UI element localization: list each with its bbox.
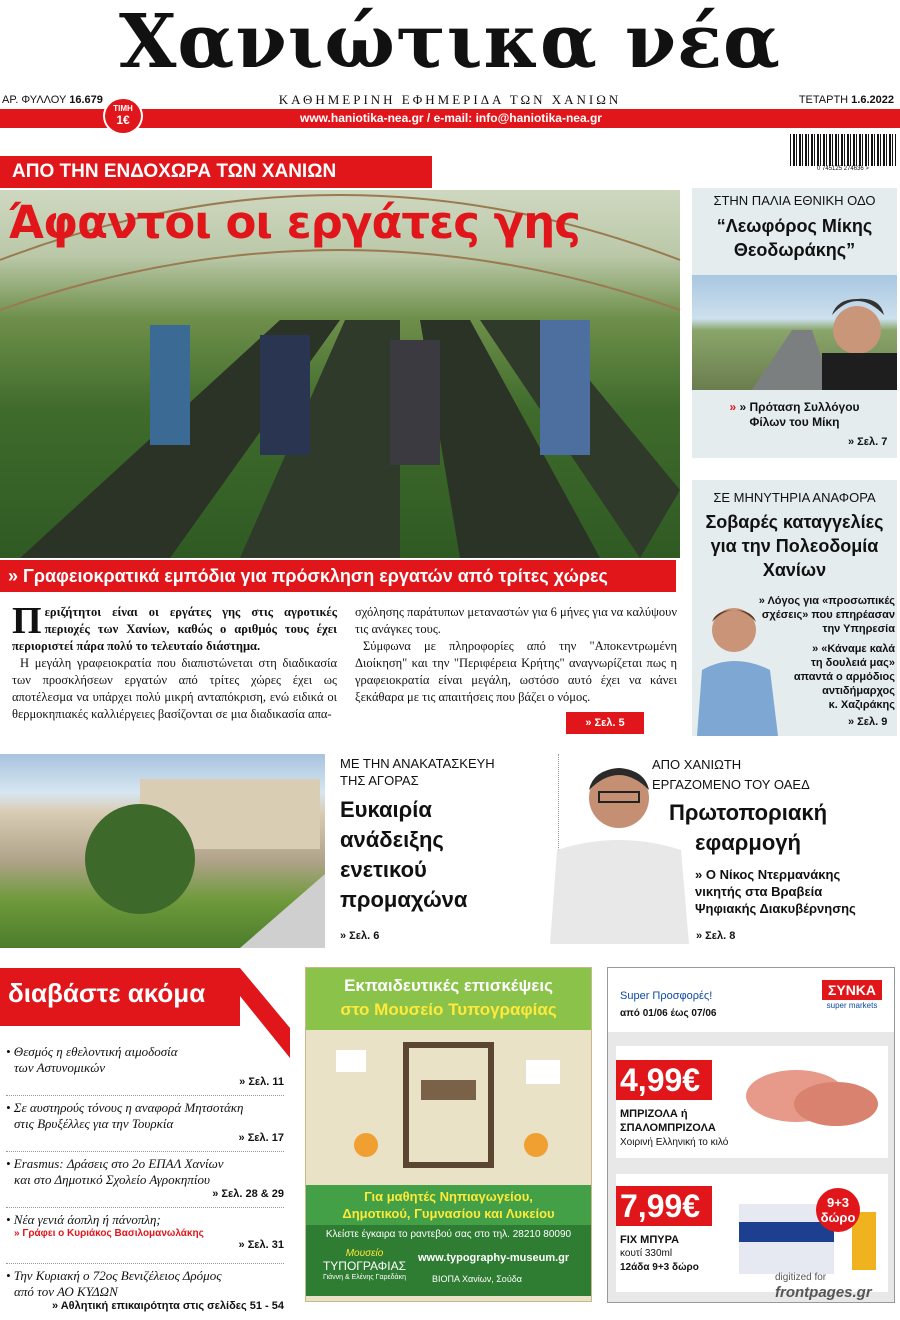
watermark-line-1: digitized for	[775, 1272, 827, 1283]
barcode	[790, 134, 896, 166]
read-more-list	[6, 1044, 284, 1320]
story2-kicker: ΜΕ ΤΗΝ ΑΝΑΚΑΤΑΣΚΕΥΗ ΤΗΣ ΑΓΟΡΑΣ	[340, 756, 495, 788]
printing-press-illustration	[306, 1030, 591, 1180]
lead-headline: Άφαντοι οι εργάτες γης	[8, 196, 580, 249]
story3-sub: » Ο Νίκος Ντερμανάκης νικητής στα Βραβεία Ψηφιακής Διακυβέρνησης	[695, 867, 856, 916]
beer-pack-image	[734, 1184, 884, 1284]
side2-headline: Σοβαρές καταγγελίες για την Πολεοδομία Χανίων	[705, 512, 884, 580]
lead-intro: εριζήτητοι είναι οι εργάτες γης στις αγροτικές περιοχές των Χανίων, καθώς ο αριθμός τους έχει περιοριστεί πάρα πολύ το τελευταίο διάστημα.	[12, 605, 337, 653]
side2-page-link[interactable]: » Σελ. 9	[848, 716, 888, 728]
offer-beer: 7,99€ FIX ΜΠΥΡΑ κουτί 330ml 12άδα 9+3 δώρο 9+3 δώρο	[616, 1174, 888, 1292]
lead-body-3: Σύμφωνα με πληροφορίες από την "Αποκεντρωμένη Διοίκηση" και την "Περιφέρεια Κρήτης" αναγνωρίζεται πως η γραφειοκρατία είναι μεγάλη, ωστόσο αυτό έχει να κάνει ξεκάθαρα με τις απαιτήσεις που βάζει ο νόμος.	[355, 639, 677, 704]
lead-column-1	[12, 600, 337, 723]
lead-kicker: ΑΠΟ ΤΗΝ ΕΝΔΟΧΩΡΑ ΤΩΝ ΧΑΝΙΩΝ	[0, 156, 432, 188]
museum-ad-header: Εκπαιδευτικές επισκέψεις στο Μουσείο Τυπογραφίας	[306, 968, 591, 1030]
story3-kicker: ΑΠΟ ΧΑΝΙΩΤΗ ΕΡΓΑΖΟΜΕΝΟ ΤΟΥ ΟΑΕΔ	[652, 757, 810, 792]
story3-headline: Πρωτοποριακή εφαρμογή	[668, 800, 828, 855]
masthead-subtitle: ΚΑΘΗΜΕΡΙΝΗ ΕΦΗΜΕΡΙΔΑ ΤΩΝ ΧΑΝΙΩΝ	[278, 92, 622, 107]
lead-deck: » Γραφειοκρατικά εμπόδια για πρόσκληση εργατών από τρίτες χώρες	[0, 560, 676, 592]
contact-line: www.haniotika-nea.gr / e-mail: info@haniotika-nea.gr	[300, 111, 602, 125]
offer-pork: 4,99€ ΜΠΡΙΖΟΛΑ ή ΣΠΑΛΟΜΠΡΙΖΟΛΑ Χοιρινή Ελληνική το κιλό	[616, 1046, 888, 1158]
venetian-bastion-photo	[0, 754, 325, 948]
list-item[interactable]: • Νέα γενιά άοπλη ή πάνοπλη; » Γράφει ο Κυριάκος Βασιλομανωλάκης » Σελ. 31	[6, 1212, 284, 1264]
list-item[interactable]: • Erasmus: Δράσεις στο 2ο ΕΠΑΛ Χανίων και στο Δημοτικό Σχολείο Αγροκηπίου » Σελ. 28 & 29	[6, 1156, 284, 1208]
lead-body-1: Η μεγάλη γραφειοκρατία που διαπιστώνεται στη διαδικασία των προσκλήσεων εργατών από τρίτες χώρες έχει ως αποτέλεσμα να υπάρχει πολύ μικρή ανταπόκριση, ενώ ειδικά οι θερμοκηπιακές καλλιέργειες βασίζονται σε μια διαδικασία απα-	[12, 656, 337, 721]
list-item[interactable]: • Θεσμός η εθελοντική αιμοδοσία των Αστυνομικών » Σελ. 11	[6, 1044, 284, 1096]
masthead-title: Χανιώτικα νέα	[118, 0, 782, 85]
issue-info: ΑΡ. ΦΥΛΛΟΥ 16.679	[2, 94, 103, 106]
side1-headline: “Λεωφόρος Μίκης Θεοδωράκης”	[716, 216, 873, 260]
side1-page-link[interactable]: » Σελ. 7	[848, 436, 888, 448]
price-badge: ΤΙΜΗ 1€	[103, 97, 143, 135]
synka-header: Super Προσφορές! από 01/06 έως 07/06 ΣΥΝΚΑ super markets	[608, 968, 894, 1032]
museum-ad-footer: Μουσείο ΤΥΠΟΓΡΑΦΙΑΣ Γιάννη & Ελένης Γαρεδάκη www.typography-museum.gr ΒΙΟΠΑ Χανίων, Σούδα	[306, 1244, 591, 1296]
museum-ad-audience: Για μαθητές Νηπιαγωγείου, Δημοτικού, Γυμνασίου και Λυκείου	[306, 1185, 591, 1225]
museum-ad-phone: Κλείστε έγκαιρα το ραντεβού σας στο τηλ. 28210 80090	[306, 1225, 591, 1244]
read-more-title: διαβάστε ακόμα	[8, 978, 206, 1008]
synka-ad[interactable]	[607, 967, 895, 1303]
side2-sub: » Λόγος για «προσωπικές σχέσεις» που επηρέασαν την Υπηρεσία » «Κάναμε καλά τη δουλειά μας» απαντά ο αρμόδιος αντιδήμαρχος κ. Χαζιράκης	[758, 595, 895, 711]
issue-date: ΤΕΤΑΡΤΗ 1.6.2022	[798, 94, 894, 106]
dropcap: Π	[12, 600, 42, 642]
side1-sub: » » Πρόταση Συλλόγου Φίλων του Μίκη	[729, 400, 860, 429]
story2-headline: Ευκαιρία ανάδειξης ενετικού προμαχώνα	[340, 797, 468, 912]
road-photo	[692, 275, 897, 390]
side2-kicker: ΣΕ ΜΗΝΥΤΗΡΙΑ ΑΝΑΦΟΡΑ	[713, 490, 876, 505]
lead-body-2: σχόλησης παράτυπων μεταναστών για 6 μήνες για να καλύψουν τις ανάγκες τους.	[355, 605, 677, 636]
offer-badge: 9+3 δώρο	[816, 1188, 860, 1232]
story3-page-link[interactable]: » Σελ. 8	[696, 930, 736, 942]
list-item[interactable]: • Την Κυριακή ο 72ος Βενιζέλειος Δρόμος από τον ΑΟ ΚΥΔΩΝ » Αθλητική επικαιρότητα στις σελίδες 51 - 54	[6, 1268, 284, 1312]
watermark-line-2: frontpages.gr	[775, 1284, 872, 1301]
lead-column-2	[355, 604, 677, 706]
list-item[interactable]: • Σε αυστηρούς τόνους η αναφορά Μητσοτάκη στις Βρυξέλλες για την Τουρκία » Σελ. 17	[6, 1100, 284, 1152]
pork-chop-image	[736, 1056, 886, 1136]
side1-kicker: ΣΤΗΝ ΠΑΛΙΑ ΕΘΝΙΚΗ ΟΔΟ	[713, 193, 876, 208]
story2-page-link[interactable]: » Σελ. 6	[340, 930, 380, 942]
museum-ad[interactable]	[305, 967, 592, 1302]
barcode-number: 0 745125 274636 >	[790, 166, 896, 172]
lead-page-link[interactable]: » Σελ. 5	[566, 712, 644, 734]
